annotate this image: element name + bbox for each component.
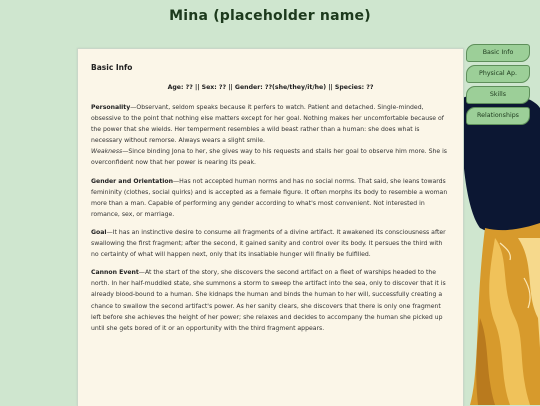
gender-text: —Has not accepted human norms and has no social norms. That said, she leans towards femininity (clothes, social quirks) and is accepted as a female figure. It often morphs its body to resemble a woman more than a man. Capable of performing any gender according to what's most convenient. Not interested in romance, sex, or marriage. <box>91 177 448 218</box>
goal-heading: Goal <box>91 228 107 236</box>
personality-heading: Personality <box>91 104 131 111</box>
section-title: Basic Info <box>91 63 133 72</box>
tab-skills[interactable]: Skills <box>466 86 530 104</box>
tab-relationships[interactable]: Relationships <box>466 107 530 125</box>
page-title: Mina (placeholder name) <box>169 8 371 24</box>
canon-text: —At the start of the story, she discovers the second artifact on a fleet of warships headed to the north. In her half-muddled state, she summons a storm to sweep the artifact into the sea, only to discover that it is already blood-bound to a human. She kidnaps the human and binds the human to her will, successfully creating a chance to swallow the second artifact's power. As her sanity clears, she discovers that there is only one fragment left before she achieves the height of her power; she relaxes and decides to accompany the human she picked up until she gets bored of it or an opportunity with the third fragment appears. <box>91 269 446 332</box>
side-nav <box>466 44 530 128</box>
content-card <box>77 48 464 406</box>
canon-heading: Cannon Event <box>91 269 139 277</box>
stats-line: Age: ?? || Sex: ?? || Gender: ??(she/they/it/he) || Species: ?? <box>167 84 374 91</box>
personality-text: —Observant, seldom speaks because it perfers to watch. Patient and detached. Single-minded, obsessive to the point that nothing else matters except for her goal. Nothing makes her uncomfortable because of the power that she wields. Her temperment resembles a wild beast rather than a human: she does what is necessary without remorse. Always wears a slight smile. <box>91 104 444 145</box>
goal-text: —It has an instinctive desire to consume all fragments of a divine artifact. It awakened its consciousness after swallowing the first fragment; after the second, it gained sanity and control over its body. It persues the third with no certainty of what will happen next, only that its insatiable hunger will finally be fulfilled. <box>91 228 446 259</box>
gender-heading: Gender and Orientation <box>91 177 173 185</box>
canon-paragraph <box>91 267 452 334</box>
goal-paragraph <box>91 227 452 260</box>
content-body <box>91 102 452 341</box>
weakness-text: —Since binding Jona to her, she gives way to his requests and stalls her goal to observe him more. She is overconfident now that her power is nearing its peak. <box>91 148 448 167</box>
tab-physical-ap[interactable]: Physical Ap. <box>466 65 530 83</box>
gender-paragraph <box>91 176 452 220</box>
tab-basic-info[interactable]: Basic Info <box>466 44 530 62</box>
personality-paragraph <box>91 102 452 169</box>
weakness-heading: Weakness <box>91 148 123 156</box>
